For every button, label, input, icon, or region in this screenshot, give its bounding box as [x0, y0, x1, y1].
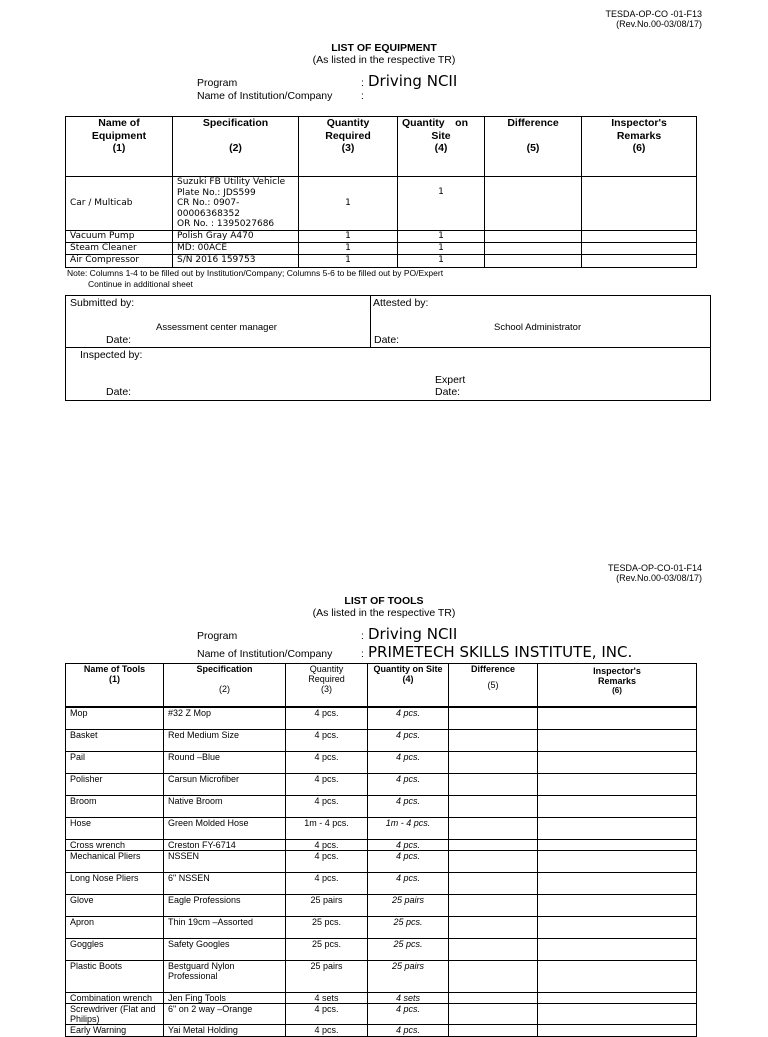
tool-qty-on-site: 4 sets — [368, 992, 449, 1003]
tool-qty-required: 4 pcs. — [286, 729, 368, 751]
tool-qty-required: 25 pairs — [286, 894, 368, 916]
tool-qty-required: 25 pcs. — [286, 938, 368, 960]
equipment-subtitle: (As listed in the respective TR) — [312, 54, 456, 66]
tool-spec: Yai Metal Holding — [164, 1024, 286, 1036]
tool-qty-required: 1m - 4 pcs. — [286, 817, 368, 839]
table-row — [66, 1003, 697, 1024]
tool-name: Basket — [66, 729, 164, 751]
tool-name: Long Nose Pliers — [66, 872, 164, 894]
tool-name: Apron — [66, 916, 164, 938]
tool-remarks — [538, 707, 697, 729]
tool-name: Mop — [66, 707, 164, 729]
program-value: Driving NCII — [368, 72, 458, 90]
tools-institution-label: Name of Institution/Company — [197, 648, 333, 660]
col-quantity-required: Quantity Required (3) — [286, 664, 368, 708]
signature-block — [65, 295, 711, 401]
col-name-of-equipment: Name of Equipment (1) — [66, 117, 173, 177]
tool-name: Early Warning — [66, 1024, 164, 1036]
tool-name: Screwdriver (Flat and Philips) — [66, 1003, 164, 1024]
table-row — [66, 242, 697, 254]
equipment-remarks — [582, 242, 697, 254]
submitted-by-label: Submitted by: — [70, 297, 135, 309]
col-quantity-on-site: Quantity on Site (4) — [368, 664, 449, 708]
tool-spec: Bestguard Nylon Professional — [164, 960, 286, 992]
tool-remarks — [538, 894, 697, 916]
tool-remarks — [538, 1024, 697, 1036]
tool-spec: Native Broom — [164, 795, 286, 817]
form-code-equipment: TESDA-OP-CO -01-F13 (Rev.No.00-03/08/17) — [605, 9, 702, 29]
tool-difference — [449, 707, 538, 729]
tool-difference — [449, 729, 538, 751]
tool-spec: #32 Z Mop — [164, 707, 286, 729]
equipment-spec: MD: 00ACE — [173, 242, 299, 254]
equipment-spec: Polish Gray A470 — [173, 230, 299, 242]
tool-qty-on-site: 4 pcs. — [368, 872, 449, 894]
tool-remarks — [538, 839, 697, 850]
col-specification: Specification (2) — [173, 117, 299, 177]
equipment-remarks — [582, 254, 697, 267]
tool-spec: Eagle Professions — [164, 894, 286, 916]
table-row — [66, 850, 697, 872]
table-row — [66, 729, 697, 751]
tool-remarks — [538, 751, 697, 773]
equipment-note: Note: Columns 1-4 to be filled out by Institution/Company; Columns 5-6 to be filled out by PO/Expert Continue in additional sheet — [67, 268, 444, 289]
tool-spec: Safety Googles — [164, 938, 286, 960]
tool-remarks — [538, 773, 697, 795]
tool-qty-on-site: 4 pcs. — [368, 729, 449, 751]
tools-header-row — [66, 664, 697, 708]
equipment-qty-required: 1 — [299, 177, 398, 231]
tool-spec: Jen Fing Tools — [164, 992, 286, 1003]
tool-spec: 6" NSSEN — [164, 872, 286, 894]
tool-spec: 6" on 2 way –Orange — [164, 1003, 286, 1024]
tool-spec: Creston FY-6714 — [164, 839, 286, 850]
table-row — [66, 817, 697, 839]
tools-subtitle: (As listed in the respective TR) — [312, 607, 456, 619]
table-row — [66, 960, 697, 992]
tool-qty-required: 4 sets — [286, 992, 368, 1003]
tool-spec: Green Molded Hose — [164, 817, 286, 839]
tool-qty-required: 4 pcs. — [286, 707, 368, 729]
tool-difference — [449, 850, 538, 872]
table-row — [66, 992, 697, 1003]
tool-name: Broom — [66, 795, 164, 817]
equipment-qty-on-site: 1 — [398, 254, 485, 267]
tool-qty-required: 4 pcs. — [286, 850, 368, 872]
col-specification: Specification (2) — [164, 664, 286, 708]
tool-qty-on-site: 4 pcs. — [368, 850, 449, 872]
form-code-tools: TESDA-OP-CO-01-F14 (Rev.No.00-03/08/17) — [607, 563, 702, 583]
attested-role: School Administrator — [494, 322, 582, 333]
tool-name: Polisher — [66, 773, 164, 795]
tool-qty-on-site: 25 pairs — [368, 960, 449, 992]
tool-difference — [449, 773, 538, 795]
tool-difference — [449, 992, 538, 1003]
submitted-role: Assessment center manager — [156, 322, 277, 333]
table-row — [66, 872, 697, 894]
equipment-qty-required: 1 — [299, 230, 398, 242]
equipment-qty-required: 1 — [299, 254, 398, 267]
tool-qty-on-site: 25 pairs — [368, 894, 449, 916]
table-row — [66, 773, 697, 795]
table-row — [66, 751, 697, 773]
equipment-difference — [485, 242, 582, 254]
attested-by-label: Attested by: — [373, 297, 429, 309]
tool-qty-on-site: 4 pcs. — [368, 839, 449, 850]
tool-spec: Round –Blue — [164, 751, 286, 773]
tool-qty-required: 4 pcs. — [286, 872, 368, 894]
tools-institution-value: PRIMETECH SKILLS INSTITUTE, INC. — [368, 643, 633, 661]
tool-difference — [449, 894, 538, 916]
tool-spec: Carsun Microfiber — [164, 773, 286, 795]
equipment-qty-on-site: 1 — [398, 177, 485, 231]
table-row — [66, 254, 697, 267]
tool-name: Combination wrench — [66, 992, 164, 1003]
inspected-by-label: Inspected by: — [80, 349, 143, 361]
col-difference: Difference (5) — [449, 664, 538, 708]
col-inspectors-remarks: Inspector's Remarks (6) — [538, 664, 697, 708]
tools-table — [65, 663, 697, 1037]
tool-qty-on-site: 4 pcs. — [368, 707, 449, 729]
program-label: Program — [197, 77, 238, 89]
expert-date-label: Date: — [435, 386, 461, 398]
tool-difference — [449, 795, 538, 817]
equipment-name: Steam Cleaner — [66, 242, 173, 254]
tool-name: Mechanical Pliers — [66, 850, 164, 872]
tool-qty-on-site: 4 pcs. — [368, 773, 449, 795]
tool-remarks — [538, 850, 697, 872]
tool-spec: NSSEN — [164, 850, 286, 872]
tool-remarks — [538, 1003, 697, 1024]
tool-remarks — [538, 916, 697, 938]
tools-body — [66, 707, 697, 1036]
table-row — [66, 795, 697, 817]
tool-qty-required: 4 pcs. — [286, 795, 368, 817]
equipment-table — [65, 116, 697, 268]
equipment-name: Air Compressor — [66, 254, 173, 267]
tool-qty-required: 4 pcs. — [286, 839, 368, 850]
tool-remarks — [538, 795, 697, 817]
tool-qty-required: 25 pcs. — [286, 916, 368, 938]
table-row — [66, 230, 697, 242]
col-difference: Difference (5) — [485, 117, 582, 177]
equipment-spec: Suzuki FB Utility Vehicle Plate No.: JDS599 CR No.: 0907- 00006368352 OR No. : 1395027686 — [173, 177, 299, 231]
tool-difference — [449, 839, 538, 850]
tool-name: Cross wrench — [66, 839, 164, 850]
equipment-spec: S/N 2016 159753 — [173, 254, 299, 267]
inspected-date-label: Date: — [106, 386, 132, 398]
tool-difference — [449, 751, 538, 773]
tool-qty-on-site: 4 pcs. — [368, 1024, 449, 1036]
tool-difference — [449, 872, 538, 894]
equipment-title: LIST OF EQUIPMENT — [331, 42, 437, 54]
tool-remarks — [538, 817, 697, 839]
tool-difference — [449, 817, 538, 839]
tool-remarks — [538, 938, 697, 960]
tool-remarks — [538, 960, 697, 992]
table-row — [66, 839, 697, 850]
tool-qty-required: 4 pcs. — [286, 1024, 368, 1036]
expert-label: Expert — [435, 374, 466, 386]
tool-qty-on-site: 4 pcs. — [368, 1003, 449, 1024]
submitted-date-label: Date: — [106, 334, 132, 346]
tool-qty-on-site: 25 pcs. — [368, 916, 449, 938]
tool-name: Goggles — [66, 938, 164, 960]
tool-spec: Thin 19cm –Assorted — [164, 916, 286, 938]
tool-qty-on-site: 4 pcs. — [368, 751, 449, 773]
equipment-remarks — [582, 177, 697, 231]
tool-spec: Red Medium Size — [164, 729, 286, 751]
tool-difference — [449, 1003, 538, 1024]
tool-remarks — [538, 872, 697, 894]
table-row — [66, 1024, 697, 1036]
col-inspectors-remarks: Inspector's Remarks (6) — [582, 117, 697, 177]
equipment-difference — [485, 254, 582, 267]
table-row — [66, 938, 697, 960]
tool-name: Hose — [66, 817, 164, 839]
tool-difference — [449, 1024, 538, 1036]
tool-qty-required: 4 pcs. — [286, 751, 368, 773]
tool-difference — [449, 960, 538, 992]
tool-difference — [449, 938, 538, 960]
table-row — [66, 707, 697, 729]
col-quantity-on-site: Quantity on Site (4) — [398, 117, 485, 177]
tool-qty-on-site: 4 pcs. — [368, 795, 449, 817]
tools-program-value: Driving NCII — [368, 625, 458, 643]
institution-label: Name of Institution/Company — [197, 90, 333, 102]
equipment-qty-on-site: 1 — [398, 230, 485, 242]
tool-qty-required: 4 pcs. — [286, 1003, 368, 1024]
equipment-qty-required: 1 — [299, 242, 398, 254]
equipment-difference — [485, 230, 582, 242]
tool-difference — [449, 916, 538, 938]
equipment-name: Car / Multicab — [66, 177, 173, 231]
equipment-remarks — [582, 230, 697, 242]
tool-name: Plastic Boots — [66, 960, 164, 992]
tool-qty-on-site: 25 pcs. — [368, 938, 449, 960]
equipment-qty-on-site: 1 — [398, 242, 485, 254]
tool-qty-required: 4 pcs. — [286, 773, 368, 795]
col-quantity-required: Quantity Required (3) — [299, 117, 398, 177]
table-row — [66, 916, 697, 938]
col-name-of-tools: Name of Tools (1) — [66, 664, 164, 708]
tool-qty-required: 25 pairs — [286, 960, 368, 992]
tool-remarks — [538, 729, 697, 751]
table-row — [66, 177, 697, 231]
table-row — [66, 894, 697, 916]
tool-qty-on-site: 1m - 4 pcs. — [368, 817, 449, 839]
equipment-name: Vacuum Pump — [66, 230, 173, 242]
tools-program-label: Program — [197, 630, 238, 642]
tool-name: Pail — [66, 751, 164, 773]
attested-date-label: Date: — [374, 334, 400, 346]
equipment-difference — [485, 177, 582, 231]
tools-title: LIST OF TOOLS — [344, 595, 424, 607]
tool-remarks — [538, 992, 697, 1003]
tool-name: Glove — [66, 894, 164, 916]
equipment-header-row — [66, 117, 697, 177]
